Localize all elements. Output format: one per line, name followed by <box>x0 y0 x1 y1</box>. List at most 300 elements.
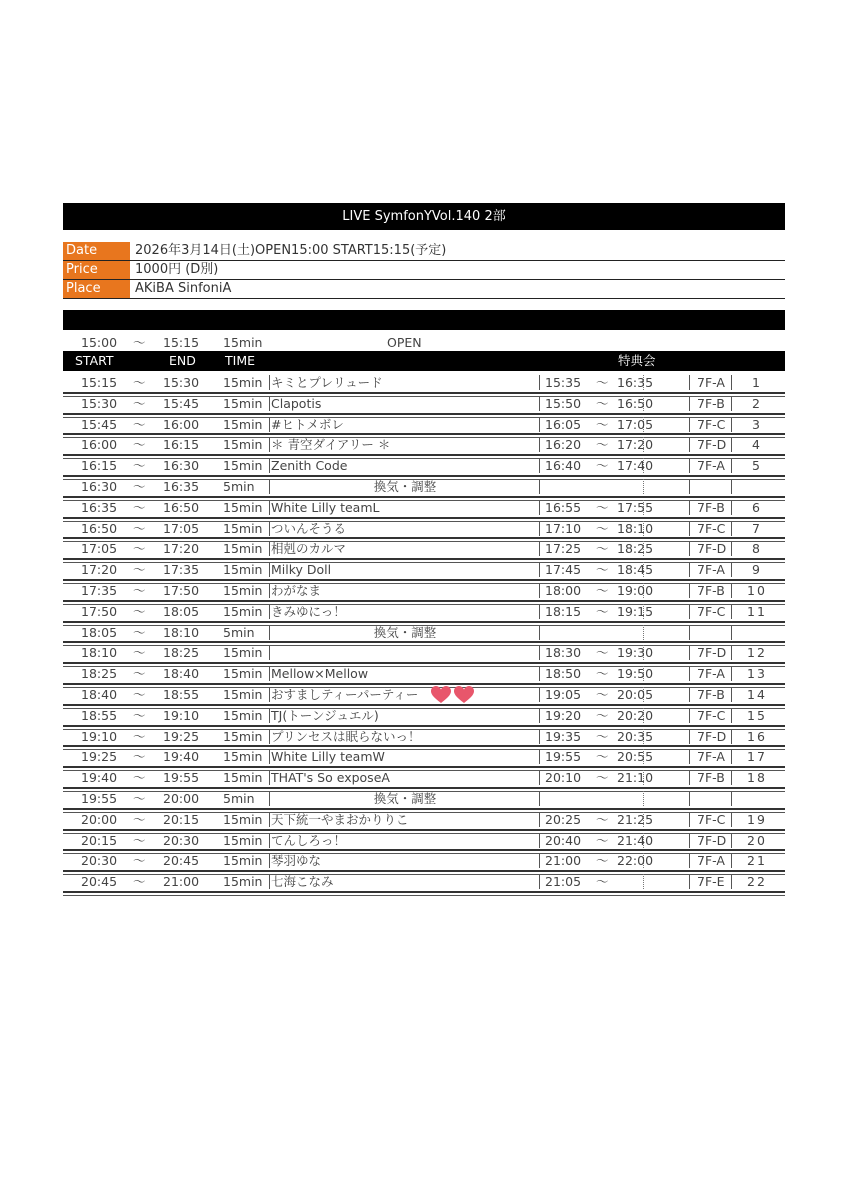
order-number: 4 <box>752 437 762 453</box>
column-divider <box>689 375 690 390</box>
column-divider <box>539 749 540 764</box>
tilde: ～ <box>133 645 146 661</box>
tokuten-end: 19:00 <box>617 583 654 598</box>
column-divider <box>539 833 540 848</box>
column-divider <box>539 770 540 785</box>
open-end: 15:15 <box>163 335 200 350</box>
tokuten-start: 20:25 <box>545 811 582 827</box>
slot-start: 18:25 <box>81 666 118 682</box>
table-row <box>63 373 785 394</box>
tilde: ～ <box>133 811 146 827</box>
tilde: ～ <box>133 335 146 350</box>
tilde: ～ <box>133 832 146 848</box>
tilde: ～ <box>596 874 609 890</box>
tokuten-end: 20:55 <box>617 749 654 765</box>
floor-location: 7F-B <box>697 583 725 598</box>
floor-location: 7F-D <box>697 645 727 661</box>
info-row-place <box>63 280 785 299</box>
slot-end: 16:15 <box>163 437 200 453</box>
performer-name: 琴羽ゆな <box>271 853 322 869</box>
column-divider <box>539 812 540 827</box>
column-divider <box>539 541 540 556</box>
slot-start: 18:10 <box>81 645 118 661</box>
column-divider <box>731 874 732 889</box>
tilde: ～ <box>133 395 146 411</box>
column-divider <box>269 645 270 660</box>
column-divider <box>731 625 732 640</box>
slot-duration: 15min <box>223 707 263 723</box>
column-divider <box>539 479 540 494</box>
table-row <box>63 477 785 498</box>
table-row <box>63 643 785 664</box>
slot-duration: 15min <box>223 541 263 557</box>
info-label: Date <box>63 242 130 260</box>
slot-end: 20:15 <box>163 811 200 827</box>
floor-location: 7F-A <box>697 666 725 682</box>
slot-duration: 5min <box>223 479 255 494</box>
order-number: 14 <box>747 687 767 702</box>
column-divider <box>689 562 690 577</box>
tilde: ～ <box>596 541 609 557</box>
column-divider <box>731 729 732 744</box>
info-value: 1000円 (D別) <box>135 262 219 277</box>
table-row <box>63 706 785 727</box>
order-number: 1 <box>752 375 762 390</box>
slot-start: 15:30 <box>81 395 118 411</box>
tilde: ～ <box>596 770 609 786</box>
open-row <box>63 333 785 351</box>
slot-end: 15:30 <box>163 375 200 390</box>
tilde: ～ <box>133 853 146 869</box>
column-divider <box>269 853 270 868</box>
slot-duration: 15min <box>223 687 263 702</box>
tokuten-end: 20:05 <box>617 687 654 702</box>
slot-start: 19:40 <box>81 770 118 786</box>
tilde: ～ <box>133 458 146 474</box>
table-row <box>63 415 785 436</box>
slot-start: 15:15 <box>81 375 118 390</box>
tokuten-start: 15:50 <box>545 395 582 411</box>
column-divider <box>269 375 270 390</box>
tilde: ～ <box>596 437 609 453</box>
slot-end: 17:20 <box>163 541 200 557</box>
tokuten-end: 21:10 <box>617 770 654 786</box>
changeover-label: 換気・調整 <box>373 479 437 494</box>
column-divider <box>539 791 540 806</box>
floor-location: 7F-C <box>697 707 726 723</box>
column-divider <box>539 562 540 577</box>
tilde: ～ <box>133 479 146 494</box>
performer-name: Mellow×Mellow <box>271 666 369 682</box>
order-number: 8 <box>752 541 762 557</box>
info-label: Place <box>63 280 130 298</box>
tokuten-end: 18:25 <box>617 541 654 557</box>
slot-duration: 5min <box>223 624 255 640</box>
column-divider <box>689 833 690 848</box>
order-number: 20 <box>747 832 767 848</box>
column-divider <box>689 625 690 640</box>
info-label: Price <box>63 261 130 279</box>
floor-location: 7F-A <box>697 458 725 474</box>
column-divider <box>539 625 540 640</box>
column-divider <box>689 812 690 827</box>
tokuten-end: 17:55 <box>617 499 654 515</box>
slot-start: 16:30 <box>81 479 118 494</box>
column-divider <box>643 874 644 889</box>
column-divider <box>689 874 690 889</box>
column-divider <box>689 479 690 494</box>
slot-end: 17:50 <box>163 583 200 598</box>
slot-start: 16:50 <box>81 520 118 536</box>
column-divider <box>539 604 540 619</box>
tilde: ～ <box>596 562 609 578</box>
slot-end: 18:40 <box>163 666 200 682</box>
column-divider <box>731 417 732 432</box>
tokuten-end: 17:40 <box>617 458 654 474</box>
tilde: ～ <box>133 520 146 536</box>
tilde: ～ <box>596 666 609 682</box>
header-end: END <box>169 353 196 368</box>
column-divider <box>689 645 690 660</box>
floor-location: 7F-B <box>697 770 725 786</box>
table-row <box>63 435 785 456</box>
column-divider <box>539 708 540 723</box>
column-divider <box>731 770 732 785</box>
performer-name: TJ(トーンジュエル) <box>271 707 379 723</box>
tilde: ～ <box>133 666 146 682</box>
column-divider <box>731 541 732 556</box>
tokuten-start: 19:55 <box>545 749 582 765</box>
tilde: ～ <box>596 832 609 848</box>
column-divider <box>269 479 270 494</box>
column-divider <box>731 604 732 619</box>
tilde: ～ <box>133 770 146 786</box>
slot-end: 16:35 <box>163 479 200 494</box>
column-divider <box>689 770 690 785</box>
info-value: AKiBA SinfoniA <box>135 281 232 296</box>
tilde: ～ <box>596 520 609 536</box>
tokuten-end: 17:05 <box>617 416 654 432</box>
tokuten-end: 16:50 <box>617 395 654 411</box>
floor-location: 7F-A <box>697 853 725 869</box>
column-divider <box>269 437 270 452</box>
floor-location: 7F-E <box>697 874 725 890</box>
slot-duration: 15min <box>223 749 263 765</box>
column-divider <box>539 645 540 660</box>
heart-icon <box>430 685 476 705</box>
tilde: ～ <box>596 416 609 432</box>
column-divider <box>731 645 732 660</box>
tokuten-start: 19:05 <box>545 687 582 702</box>
floor-location: 7F-C <box>697 416 726 432</box>
slot-duration: 15min <box>223 375 263 390</box>
table-row <box>63 456 785 477</box>
column-divider <box>689 437 690 452</box>
column-divider <box>731 583 732 598</box>
slot-start: 17:05 <box>81 541 118 557</box>
column-divider <box>269 791 270 806</box>
slot-start: 20:15 <box>81 832 118 848</box>
tokuten-end: 19:15 <box>617 603 654 619</box>
slot-end: 19:10 <box>163 707 200 723</box>
tokuten-start: 17:25 <box>545 541 582 557</box>
tilde: ～ <box>133 562 146 578</box>
column-divider <box>269 604 270 619</box>
floor-location: 7F-D <box>697 541 727 557</box>
slot-end: 17:35 <box>163 562 200 578</box>
tokuten-start: 20:40 <box>545 832 582 848</box>
column-divider <box>689 417 690 432</box>
tilde: ～ <box>596 375 609 390</box>
tokuten-start: 18:50 <box>545 666 582 682</box>
tilde: ～ <box>596 499 609 515</box>
tilde: ～ <box>133 437 146 453</box>
slot-end: 21:00 <box>163 874 200 890</box>
slot-duration: 15min <box>223 811 263 827</box>
column-divider <box>731 853 732 868</box>
tilde: ～ <box>133 583 146 598</box>
tokuten-start: 19:20 <box>545 707 582 723</box>
order-number: 19 <box>747 811 767 827</box>
slot-start: 17:20 <box>81 562 118 578</box>
tilde: ～ <box>133 499 146 515</box>
tilde: ～ <box>133 687 146 702</box>
column-divider <box>689 604 690 619</box>
column-divider <box>539 687 540 702</box>
slot-duration: 15min <box>223 728 263 744</box>
slot-duration: 15min <box>223 832 263 848</box>
order-number: 9 <box>752 562 762 578</box>
column-divider <box>689 500 690 515</box>
column-divider <box>689 541 690 556</box>
column-divider <box>269 562 270 577</box>
column-divider <box>269 458 270 473</box>
column-divider <box>269 396 270 411</box>
slot-end: 18:05 <box>163 603 200 619</box>
column-divider <box>731 562 732 577</box>
table-header <box>63 351 785 371</box>
slot-start: 16:00 <box>81 437 118 453</box>
slot-end: 17:05 <box>163 520 200 536</box>
tilde: ～ <box>133 874 146 890</box>
performer-name: 相剋のカルマ <box>271 541 347 557</box>
slot-duration: 15min <box>223 666 263 682</box>
floor-location: 7F-C <box>697 603 726 619</box>
tokuten-start: 16:55 <box>545 499 582 515</box>
tokuten-end: 21:25 <box>617 811 654 827</box>
table-row <box>63 623 785 644</box>
slot-end: 18:25 <box>163 645 200 661</box>
info-row-price <box>63 261 785 280</box>
column-divider <box>731 687 732 702</box>
table-row <box>63 851 785 872</box>
tilde: ～ <box>133 749 146 765</box>
column-divider <box>269 500 270 515</box>
tokuten-start: 21:00 <box>545 853 582 869</box>
tokuten-end: 17:20 <box>617 437 654 453</box>
column-divider <box>643 479 644 494</box>
table-row <box>63 498 785 519</box>
slot-end: 16:50 <box>163 499 200 515</box>
tilde: ～ <box>596 395 609 411</box>
column-divider <box>539 458 540 473</box>
tilde: ～ <box>133 375 146 390</box>
slot-start: 17:35 <box>81 583 118 598</box>
tokuten-end: 20:35 <box>617 728 654 744</box>
performer-name: きみゆにっ！ <box>271 603 346 619</box>
column-divider <box>539 729 540 744</box>
slot-start: 17:50 <box>81 603 118 619</box>
slot-duration: 15min <box>223 583 263 598</box>
tokuten-end: 18:10 <box>617 520 654 536</box>
tokuten-start: 16:20 <box>545 437 582 453</box>
tilde: ～ <box>133 416 146 432</box>
slot-start: 16:35 <box>81 499 118 515</box>
info-value: 2026年3月14日(土)OPEN15:00 START15:15(予定) <box>135 243 447 258</box>
column-divider <box>269 625 270 640</box>
tokuten-start: 15:35 <box>545 375 582 390</box>
tokuten-start: 16:40 <box>545 458 582 474</box>
column-divider <box>269 583 270 598</box>
slot-end: 18:10 <box>163 624 200 640</box>
order-number: 7 <box>752 520 762 536</box>
performer-name: THAT's So exposeA <box>271 770 390 786</box>
column-divider <box>643 625 644 640</box>
table-row <box>63 810 785 831</box>
header-tokuten: 特典会 <box>618 353 656 368</box>
slot-duration: 15min <box>223 437 263 453</box>
order-number: 3 <box>752 416 762 432</box>
slot-start: 19:55 <box>81 791 118 806</box>
column-divider <box>643 791 644 806</box>
column-divider <box>689 458 690 473</box>
tilde: ～ <box>596 728 609 744</box>
slot-end: 20:45 <box>163 853 200 869</box>
table-row <box>63 394 785 415</box>
table-row <box>63 539 785 560</box>
order-number: 10 <box>747 583 767 598</box>
column-divider <box>731 812 732 827</box>
tokuten-start: 19:35 <box>545 728 582 744</box>
tokuten-end: 16:35 <box>617 375 654 390</box>
table-row <box>63 685 785 706</box>
floor-location: 7F-A <box>697 562 725 578</box>
tilde: ～ <box>133 541 146 557</box>
column-divider <box>269 417 270 432</box>
column-divider <box>689 583 690 598</box>
table-row <box>63 747 785 768</box>
column-divider <box>689 666 690 681</box>
tokuten-start: 17:45 <box>545 562 582 578</box>
tokuten-start: 18:00 <box>545 583 582 598</box>
column-divider <box>689 791 690 806</box>
order-number: 16 <box>747 728 767 744</box>
slot-duration: 15min <box>223 416 263 432</box>
performer-name: 七海こなみ <box>271 874 334 890</box>
performer-name: Milky Doll <box>271 562 332 578</box>
slot-duration: 15min <box>223 603 263 619</box>
slot-end: 19:40 <box>163 749 200 765</box>
performer-name: プリンセスは眠らないっ！ <box>271 728 421 744</box>
column-divider <box>731 749 732 764</box>
tokuten-end: 19:30 <box>617 645 654 661</box>
table-row <box>63 872 785 893</box>
performer-name: #ヒトメボレ <box>271 416 344 432</box>
tilde: ～ <box>133 624 146 640</box>
order-number: 13 <box>747 666 767 682</box>
table-row <box>63 560 785 581</box>
column-divider <box>269 708 270 723</box>
column-divider <box>731 458 732 473</box>
floor-location: 7F-A <box>697 749 725 765</box>
slot-start: 18:55 <box>81 707 118 723</box>
slot-start: 15:45 <box>81 416 118 432</box>
column-divider <box>731 521 732 536</box>
column-divider <box>731 791 732 806</box>
header-start: START <box>75 353 114 368</box>
order-number: 11 <box>747 603 767 619</box>
tokuten-end: 20:20 <box>617 707 654 723</box>
column-divider <box>269 687 270 702</box>
floor-location: 7F-D <box>697 437 727 453</box>
order-number: 5 <box>752 458 762 474</box>
column-divider <box>269 541 270 556</box>
open-duration: 15min <box>223 335 263 350</box>
order-number: 18 <box>747 770 767 786</box>
table-row <box>63 581 785 602</box>
column-divider <box>539 500 540 515</box>
performer-name: キミとプレリュード <box>271 375 383 390</box>
column-divider <box>269 729 270 744</box>
column-divider <box>269 812 270 827</box>
tilde: ～ <box>596 853 609 869</box>
tilde: ～ <box>596 687 609 702</box>
tokuten-start: 18:30 <box>545 645 582 661</box>
slot-duration: 15min <box>223 458 263 474</box>
column-divider <box>539 666 540 681</box>
order-number: 17 <box>747 749 767 765</box>
event-title: LIVE SymfonYVol.140 2部 <box>63 203 785 230</box>
slot-start: 18:40 <box>81 687 118 702</box>
column-divider <box>539 583 540 598</box>
tilde: ～ <box>596 603 609 619</box>
slot-end: 18:55 <box>163 687 200 702</box>
slot-start: 20:45 <box>81 874 118 890</box>
slot-end: 15:45 <box>163 395 200 411</box>
open-label: OPEN <box>387 335 422 350</box>
tokuten-end: 19:50 <box>617 666 654 682</box>
column-divider <box>269 521 270 536</box>
column-divider <box>731 396 732 411</box>
column-divider <box>269 749 270 764</box>
tilde: ～ <box>133 707 146 723</box>
column-divider <box>731 437 732 452</box>
performer-name: 天下統一やまおかりりこ <box>271 811 409 827</box>
tilde: ～ <box>596 645 609 661</box>
column-divider <box>269 874 270 889</box>
column-divider <box>689 749 690 764</box>
column-divider <box>731 666 732 681</box>
column-divider <box>689 396 690 411</box>
changeover-label: 換気・調整 <box>373 624 437 640</box>
order-number: 22 <box>747 874 767 890</box>
performer-name: おすましティーパーティー <box>271 687 419 702</box>
tilde: ～ <box>596 707 609 723</box>
column-divider <box>731 500 732 515</box>
slot-start: 20:30 <box>81 853 118 869</box>
slot-start: 19:25 <box>81 749 118 765</box>
tokuten-start: 16:05 <box>545 416 582 432</box>
